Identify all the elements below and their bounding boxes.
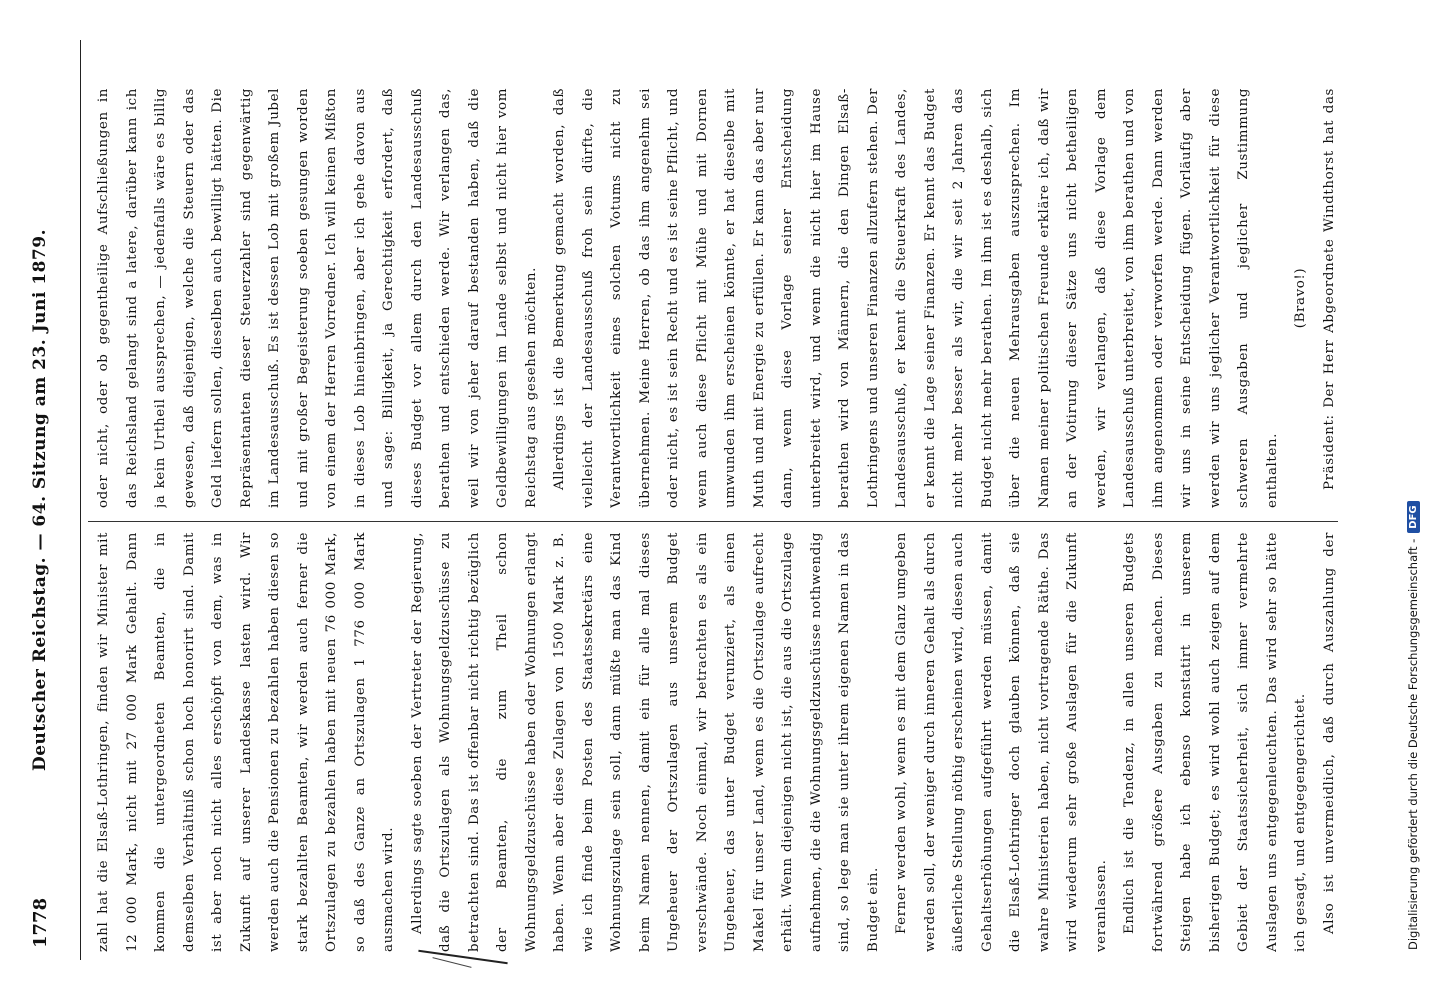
digitization-text: Digitalisierung gefördert durch die Deutsche Forschungsgemeinschaft - — [1406, 538, 1420, 950]
paragraph: Endlich ist die Tendenz, in allen unseren Budgets fortwährend größere Ausgaben zu machen. Dieses Steigen habe ich ebenso konstatirt in unserem bisherigen Budget; es wird wohl auch zeigen auf dem Gebiet der Staatssicherheit, sich immer vermehrte Auslagen uns entgegenleuchten. Das wird sehr so hätte ich gesagt, und entgegengerichtet. — [1122, 532, 1308, 952]
rotated-page-content — [10, 40, 1350, 960]
running-title: Deutscher Reichstag. — 64. Sitzung am 23. Juni 1879. — [30, 229, 50, 771]
digitization-sidebar — [1398, 0, 1432, 1000]
digitization-note — [1398, 0, 1428, 950]
page-header — [10, 40, 70, 960]
paragraph: Ferner werden wohl, wenn es mit dem Glanz umgeben werden soll, der weniger durch inneren Gehalt als durch äußerliche Stellung nöthig erscheinen wird, diesen auch Gehaltserhöhungen aufgeführt werden müssen, damit die Elsaß-Lothringer doch glauben können, daß sie wahre Ministerien haben, nicht vortragende Räthe. Das wird wiederum sehr große Auslagen für die Zukunft veranlassen. — [894, 532, 1109, 952]
paragraph: Allerdings sagte soeben der Vertreter der Regierung, daß die Ortszulagen als Wohnungsgeldzuschüsse zu betrachten sind. Das ist offenbar nicht richtig bezüglich der Beamten, die zum Theil schon Wohnungsgeldzuschüsse haben oder Wohnungen erlangt haben. Wenn aber diese Zulagen von 1500 Mark z. B. wie ich finde beim Posten des Staatssekretärs eine Wohnungszulage sein soll, dann müßte man das Kind beim Namen nennen, damit ein für alle mal dieses Ungeheuer der Ortszulagen aus unserem Budget verschwände. Noch einmal, wir betrachten es als ein Ungeheuer, das unter Budget verunziert, als einen Makel für unser Land, wenn es die Ortszulage aufrecht erhält. Wenn diejenigen nicht ist, die aus die Ortszulage aufnehmen, die die Wohnungsgeldzuschüsse nothwendig sind, so lege man sie unter ihrem eigenen Namen in das Budget ein. — [409, 532, 881, 952]
applause-note: (Bravo!) — [1293, 267, 1308, 329]
paragraph: zahl hat die Elsaß-Lothringen, finden wir Minister mit 12 000 Mark, nicht mit 27 000 Mark Gehalt. Dann kommen die untergeordneten Beamten, die in demselben Verhältniß schon hoch honorirt sind. Damit ist aber noch nicht alles erschöpft von dem, was in Zukunft auf unserer Landeskasse lasten wird. Wir werden auch die Pensionen zu bezahlen haben diesen so stark bezahlten Beamten, wir werden auch ferner die Ortszulagen zu bezahlen haben mit neuen 76 000 Mark, so daß des Ganze an Ortszulagen 1 776 000 Mark ausmachen wird. — [96, 532, 396, 952]
paragraph: Also ist unvermeidlich, daß durch Auszahlung der — [1321, 532, 1337, 934]
paragraph: Allerdings ist die Bemerkung gemacht worden, daß vielleicht der Landesausschuß froh sein dürfte, die Verantwortlichkeit eines solchen Votums nicht zu übernehmen. Meine Herren, ob das ihm angenehm sei oder nicht, es ist sein Recht und es ist seine Pflicht, und wenn auch diese Pflicht mit Mühe und mit Dornen umwunden ihm erscheinen könnte, er hat dieselbe mit Muth und mit Energie zu erfüllen. Er kann das aber nur dann, wenn diese Vorlage seiner Entscheidung unterbreitet wird, und wenn die nicht hier im Hause berathen wird von Männern, die den Dingen Elsaß-Lothringens und unseren Finanzen allzufern stehen. Der Landesausschuß, er kennt die Steuerkraft des Landes, er kennt die Lage seiner Finanzen. Er kennt das Budget nicht mehr besser als wir, die wir seit 2 Jahren das Budget nicht mehr berathen. Im ihm ist es deshalb, sich über die neuen Mehrausgaben auszusprechen. Im Namen meiner politischen Freunde erkläre ich, daß wir an der Votirung dieser Sätze uns nicht betheiligen werden, wir verlangen, daß diese Vorlage dem Landesausschuß unterbreitet, von ihm berathen und von ihm angenommen oder verworfen werde. Dann werden wir uns in seine Entscheidung fügen. Vorläufig aber werden wir uns jeglicher Verantwortlichkeit für diese schweren Ausgaben und jeglicher Zustimmung enthalten. — [552, 88, 1280, 508]
right-column — [90, 88, 1340, 508]
header-rule — [80, 40, 81, 960]
paragraph: oder nicht, oder ob gegentheilige Aufschließungen in das Reichsland gelangt sind a latere, darüber kann ich ja kein Urtheil aussprechen, — jedenfalls wäre es billig gewesen, daß diejenigen, welche die Steuern oder das Geld liefern sollen, dieselben auch bewilligt hätten. Die Repräsentanten dieser Steuerzahler sind gegenwärtig im Landesausschuß. Es ist dessen Lob mit großem Jubel und mit großer Begeisterung soeben gesungen worden von einem der Herren Vorredner. Ich will keinen Mißton in dieses Lob hineinbringen, aber ich gehe davon aus und sage: Billigkeit, ja Gerechtigkeit erfordert, daß dieses Budget vor allem durch den Landesausschuß berathen und entschieden werde. Wir verlangen das, weil wir von jeher darauf bestanden haben, daß die Geldbewilligungen im Lande selbst und nicht hier vom Reichstag aus gesehen möchten. — [96, 88, 539, 508]
column-divider — [88, 521, 1338, 522]
page-number: 1778 — [30, 897, 51, 948]
dfg-logo: DFG — [1407, 501, 1420, 532]
left-column — [90, 532, 1340, 952]
president-line: Präsident: Der Herr Abgeordnete Windthorst hat das — [1321, 88, 1337, 490]
